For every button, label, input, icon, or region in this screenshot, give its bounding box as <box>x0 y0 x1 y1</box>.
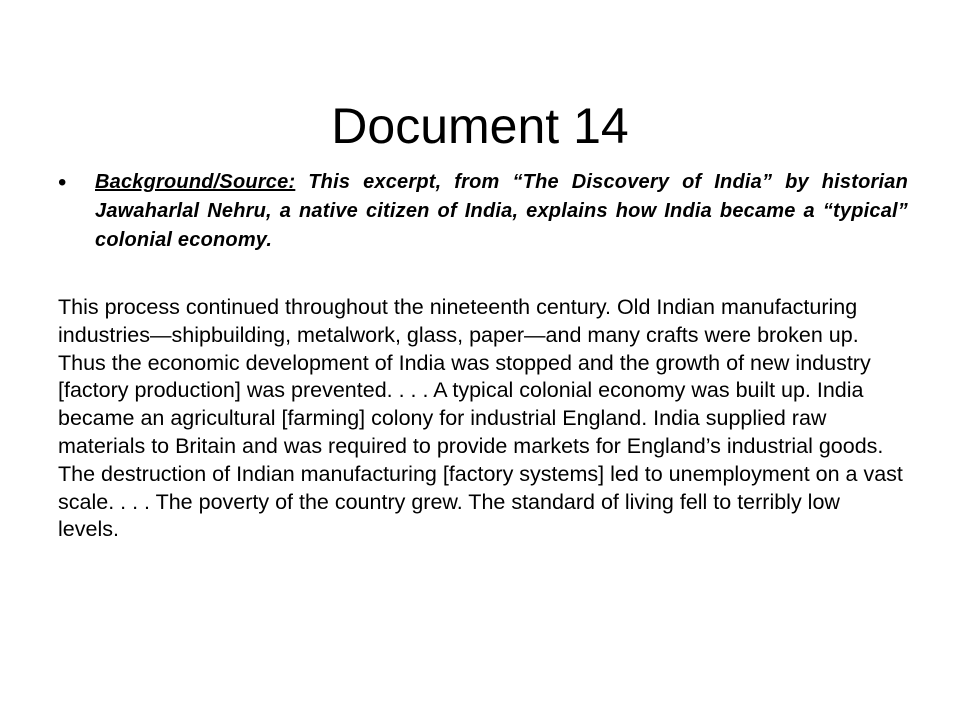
bullet-text <box>95 168 908 255</box>
slide-title: Document 14 <box>331 97 629 154</box>
bullet-description: This excerpt, from “The Discovery of India” by historian Jawaharlal Nehru, a native citizen of India, explains how India became a “typical” colonial economy. <box>95 171 908 251</box>
excerpt-paragraph: This process continued throughout the nineteenth century. Old Indian manufacturing industries—shipbuilding, metalwork, glass, paper—and many crafts were broken up. Thus the economic development of India was stopped and the growth of new industry [factory production] was prevented. . . . A typical colonial economy was built up. India became an agricultural [farming] colony for industrial England. India supplied raw materials to Britain and was required to provide markets for England’s industrial goods. The destruction of Indian manufacturing [factory systems] led to unemployment on a vast scale. . . . The poverty of the country grew. The standard of living fell to terribly low levels. <box>58 295 903 542</box>
background-source-bullet <box>58 168 908 255</box>
bullet-icon: • <box>58 169 67 196</box>
bullet-label: Background/Source: <box>95 171 296 193</box>
